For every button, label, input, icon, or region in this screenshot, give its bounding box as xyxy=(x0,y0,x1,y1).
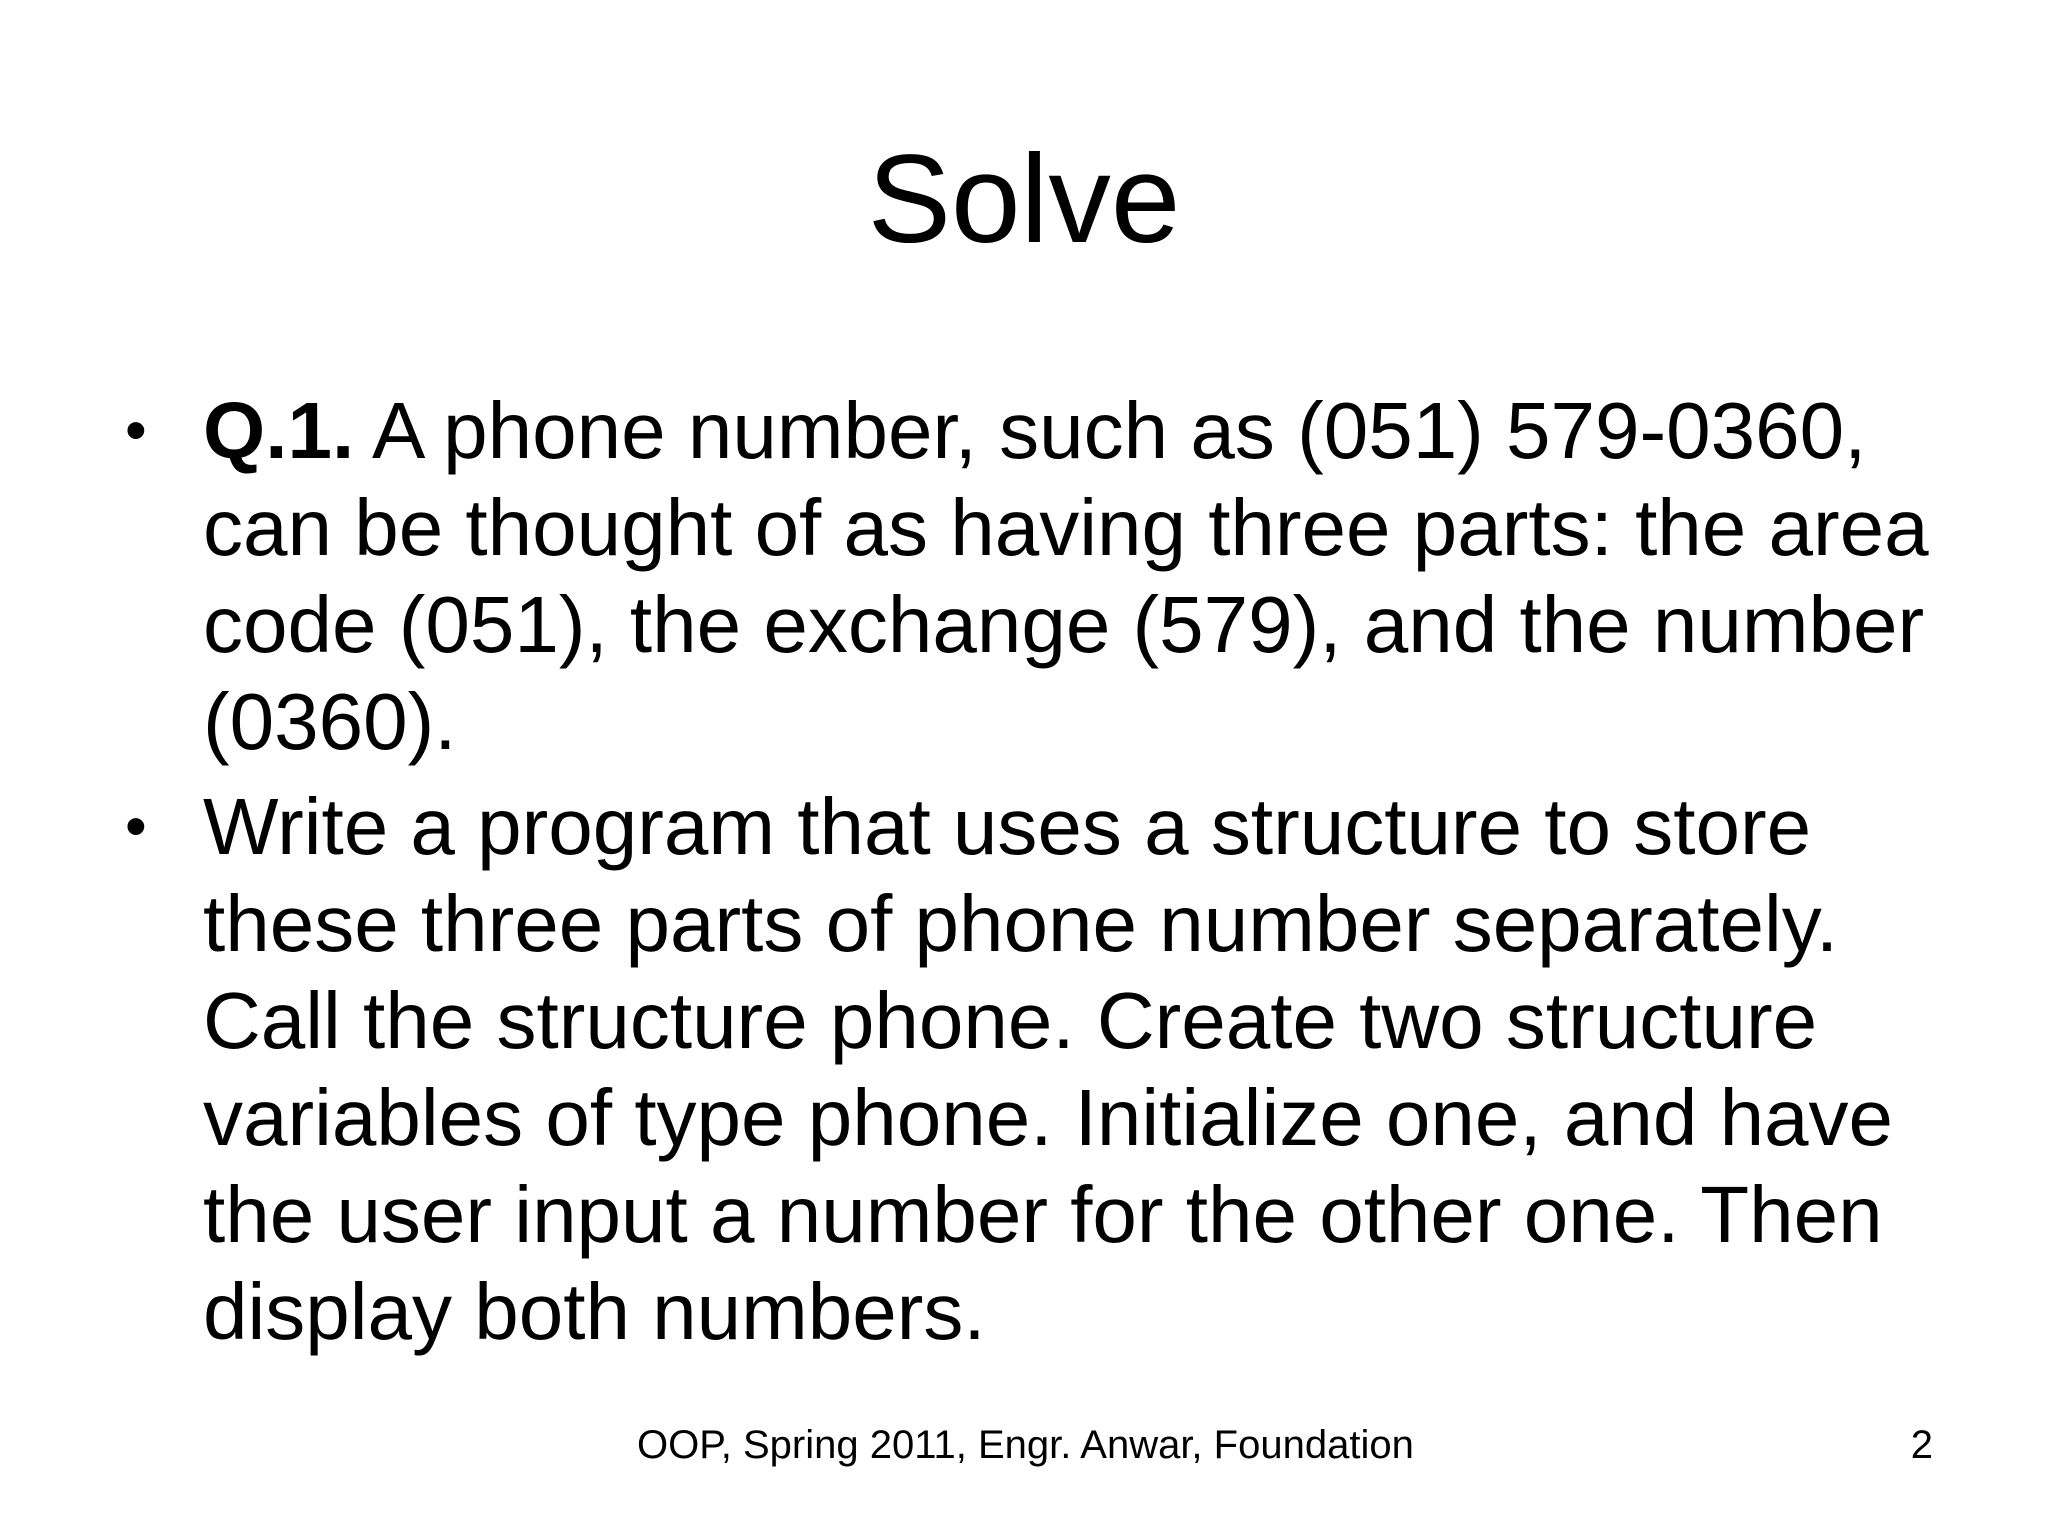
bullet-icon: • xyxy=(125,792,147,861)
slide-number: 2 xyxy=(1910,1423,1933,1467)
question-label: Q.1. xyxy=(203,386,355,475)
slide-title: Solve xyxy=(867,130,1181,269)
slide-footer: OOP, Spring 2011, Engr. Anwar, Foundation xyxy=(637,1423,1414,1467)
bullet-list xyxy=(125,382,1985,1368)
bullet-item-task xyxy=(125,778,1985,1360)
bullet-item-q1 xyxy=(125,382,1985,770)
bullet-icon: • xyxy=(125,396,147,465)
task-text: Write a program that uses a structure to store these three parts of phone number separately. Call the structure phone. Create two structure variables of type phone. Initialize one, and have the user input a number for the other one. Then display both numbers. xyxy=(203,782,1894,1356)
question-text: A phone number, such as (051) 579-0360, can be thought of as having three parts: the area code (051), the exchange (579), and the number (0360). xyxy=(203,386,1929,766)
